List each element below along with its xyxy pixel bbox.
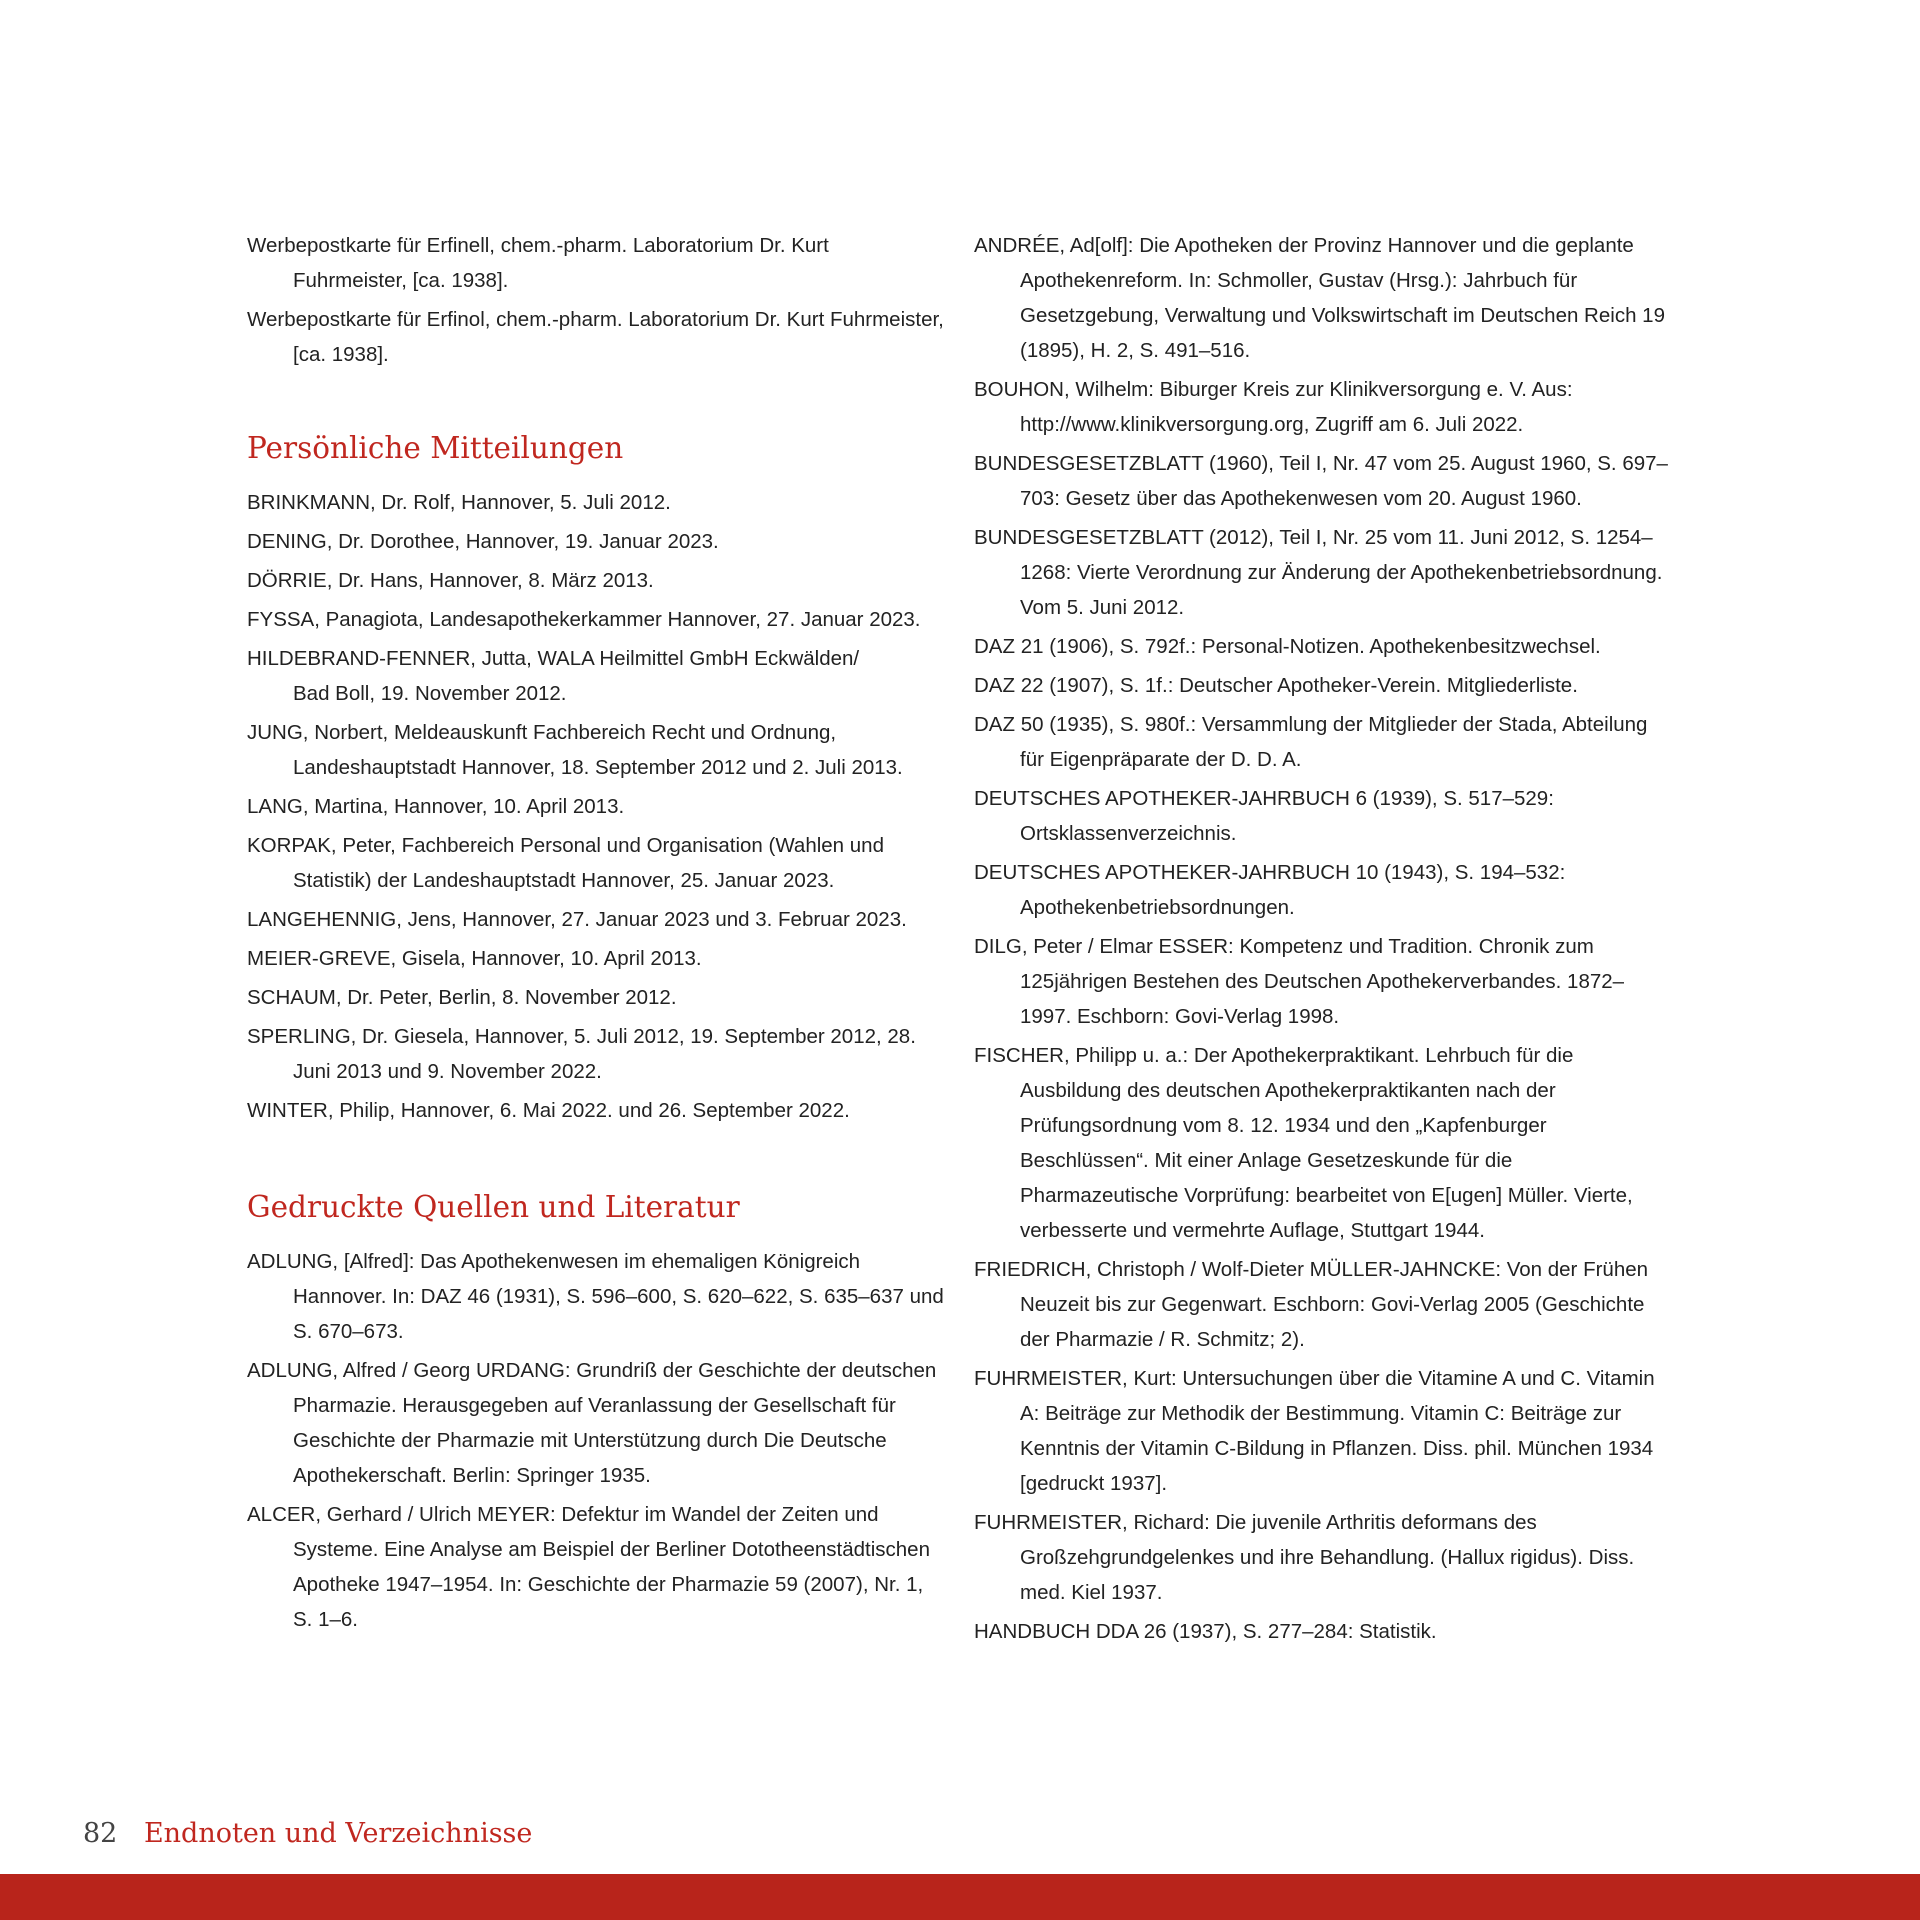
right-column bbox=[974, 228, 1674, 1653]
page-footer bbox=[83, 1814, 532, 1854]
literature-entry: HANDBUCH DDA 26 (1937), S. 277–284: Statistik. bbox=[974, 1620, 1437, 1643]
mitteilung-entry: SCHAUM, Dr. Peter, Berlin, 8. November 2012. bbox=[247, 986, 677, 1009]
mitteilung-entry: FYSSA, Panagiota, Landesapothekerkammer Hannover, 27. Januar 2023. bbox=[247, 608, 921, 631]
left-column bbox=[247, 228, 947, 1641]
section-heading-gedruckte-quellen: Gedruckte Quellen und Literatur bbox=[247, 1190, 740, 1224]
literature-entry: BOUHON, Wilhelm: Biburger Kreis zur Klinikversorgung e. V. Aus: http://www.klinikversorgung.org, Zugriff am 6. Juli 2022. bbox=[974, 378, 1573, 436]
literature-entry: ADLUNG, Alfred / Georg URDANG: Grundriß der Geschichte der deutschen Pharmazie. Herausgegeben auf Veranlassung der Gesellschaft für Geschichte der Pharmazie mit Unterstützung durch Die Deutsche Apothekerschaft. Berlin: Springer 1935. bbox=[247, 1359, 937, 1487]
literature-entry: ALCER, Gerhard / Ulrich MEYER: Defektur im Wandel der Zeiten und Systeme. Eine Analyse am Beispiel der Berliner Dototheenstädtischen Apotheke 1947–1954. In: Geschichte der Pharmazie 59 (2007), Nr. 1, S. 1–6. bbox=[247, 1503, 930, 1631]
literature-entry: DAZ 50 (1935), S. 980f.: Versammlung der Mitglieder der Stada, Abteilung für Eigenpräparate der D. D. A. bbox=[974, 713, 1648, 771]
literature-entry: DAZ 21 (1906), S. 792f.: Personal-Notizen. Apothekenbesitzwechsel. bbox=[974, 635, 1601, 658]
literature-entry: FUHRMEISTER, Kurt: Untersuchungen über die Vitamine A und C. Vitamin A: Beiträge zur Methodik der Bestimmung. Vitamin C: Beiträge zur Kenntnis der Vitamin C-Bildung in Pflanzen. Diss. phil. München 1934 [gedruckt 1937]. bbox=[974, 1367, 1655, 1495]
literature-entry: FUHRMEISTER, Richard: Die juvenile Arthritis deformans des Großzehgrundgelenkes und ihre Behandlung. (Hallux rigidus). Diss. med. Kiel 1937. bbox=[974, 1511, 1635, 1604]
bottom-accent-bar bbox=[0, 1874, 1920, 1920]
literature-entry: FISCHER, Philipp u. a.: Der Apothekerpraktikant. Lehrbuch für die Ausbildung des deutschen Apothekerpraktikanten nach der Prüfungsordnung vom 8. 12. 1934 und den „Kapfenburger Beschlüssen“. Mit einer Anlage Gesetzeskunde für die Pharmazeutische Vorprüfung: bearbeitet von E[ugen] Müller. Vierte, verbesserte und vermehrte Auflage, Stuttgart 1944. bbox=[974, 1044, 1633, 1242]
mitteilung-entry: LANGEHENNIG, Jens, Hannover, 27. Januar 2023 und 3. Februar 2023. bbox=[247, 908, 907, 931]
source-entry: Werbepostkarte für Erfinell, chem.-pharm. Laboratorium Dr. Kurt Fuhrmeister, [ca. 1938]. bbox=[247, 234, 829, 292]
mitteilung-entry: HILDEBRAND-FENNER, Jutta, WALA Heilmittel GmbH Eckwälden/ Bad Boll, 19. November 2012. bbox=[247, 647, 860, 705]
literature-entry: DILG, Peter / Elmar ESSER: Kompetenz und Tradition. Chronik zum 125jährigen Bestehen des Deutschen Apothekerverbandes. 1872–1997. Eschborn: Govi-Verlag 1998. bbox=[974, 935, 1625, 1028]
mitteilung-entry: LANG, Martina, Hannover, 10. April 2013. bbox=[247, 795, 625, 818]
literature-entry: ANDRÉE, Ad[olf]: Die Apotheken der Provinz Hannover und die geplante Apothekenreform. In: Schmoller, Gustav (Hrsg.): Jahrbuch für Gesetzgebung, Verwaltung und Volkswirtschaft im Deutschen Reich 19 (1895), H. 2, S. 491–516. bbox=[974, 234, 1665, 362]
mitteilung-entry: WINTER, Philip, Hannover, 6. Mai 2022. und 26. September 2022. bbox=[247, 1099, 850, 1122]
mitteilung-entry: DENING, Dr. Dorothee, Hannover, 19. Januar 2023. bbox=[247, 530, 719, 553]
mitteilung-entry: JUNG, Norbert, Meldeauskunft Fachbereich Recht und Ordnung, Landeshauptstadt Hannover, 18. September 2012 und 2. Juli 2013. bbox=[247, 721, 903, 779]
source-entry: Werbepostkarte für Erfinol, chem.-pharm. Laboratorium Dr. Kurt Fuhrmeister, [ca. 1938]. bbox=[247, 308, 944, 366]
mitteilung-entry: MEIER-GREVE, Gisela, Hannover, 10. April 2013. bbox=[247, 947, 702, 970]
running-title: Endnoten und Verzeichnisse bbox=[143, 1818, 533, 1849]
literature-entry: BUNDESGESETZBLATT (1960), Teil I, Nr. 47 vom 25. August 1960, S. 697–703: Gesetz über das Apothekenwesen vom 20. August 1960. bbox=[974, 452, 1668, 510]
literature-entry: DAZ 22 (1907), S. 1f.: Deutscher Apotheker-Verein. Mitgliederliste. bbox=[974, 674, 1578, 697]
literature-entry: ADLUNG, [Alfred]: Das Apothekenwesen im ehemaligen Königreich Hannover. In: DAZ 46 (1931), S. 596–600, S. 620–622, S. 635–637 und S. 670–673. bbox=[247, 1250, 944, 1343]
literature-entry: FRIEDRICH, Christoph / Wolf-Dieter MÜLLER-JAHNCKE: Von der Frühen Neuzeit bis zur Gegenwart. Eschborn: Govi-Verlag 2005 (Geschichte der Pharmazie / R. Schmitz; 2). bbox=[974, 1258, 1649, 1351]
literature-entry: DEUTSCHES APOTHEKER-JAHRBUCH 10 (1943), S. 194–532: Apothekenbetriebsordnungen. bbox=[974, 861, 1566, 919]
section-heading-persoenliche-mitteilungen: Persönliche Mitteilungen bbox=[247, 431, 624, 465]
literature-entry: BUNDESGESETZBLATT (2012), Teil I, Nr. 25 vom 11. Juni 2012, S. 1254–1268: Vierte Verordnung zur Änderung der Apothekenbetriebsordnung. Vom 5. Juni 2012. bbox=[974, 526, 1663, 619]
mitteilung-entry: DÖRRIE, Dr. Hans, Hannover, 8. März 2013. bbox=[247, 569, 654, 592]
page-number: 82 bbox=[83, 1818, 118, 1849]
literature-entry: DEUTSCHES APOTHEKER-JAHRBUCH 6 (1939), S. 517–529: Ortsklassenverzeichnis. bbox=[974, 787, 1554, 845]
mitteilung-entry: KORPAK, Peter, Fachbereich Personal und Organisation (Wahlen und Statistik) der Landeshauptstadt Hannover, 25. Januar 2023. bbox=[247, 834, 884, 892]
mitteilung-entry: SPERLING, Dr. Giesela, Hannover, 5. Juli 2012, 19. September 2012, 28. Juni 2013 und 9. November 2022. bbox=[247, 1025, 916, 1083]
mitteilung-entry: BRINKMANN, Dr. Rolf, Hannover, 5. Juli 2012. bbox=[247, 491, 671, 514]
